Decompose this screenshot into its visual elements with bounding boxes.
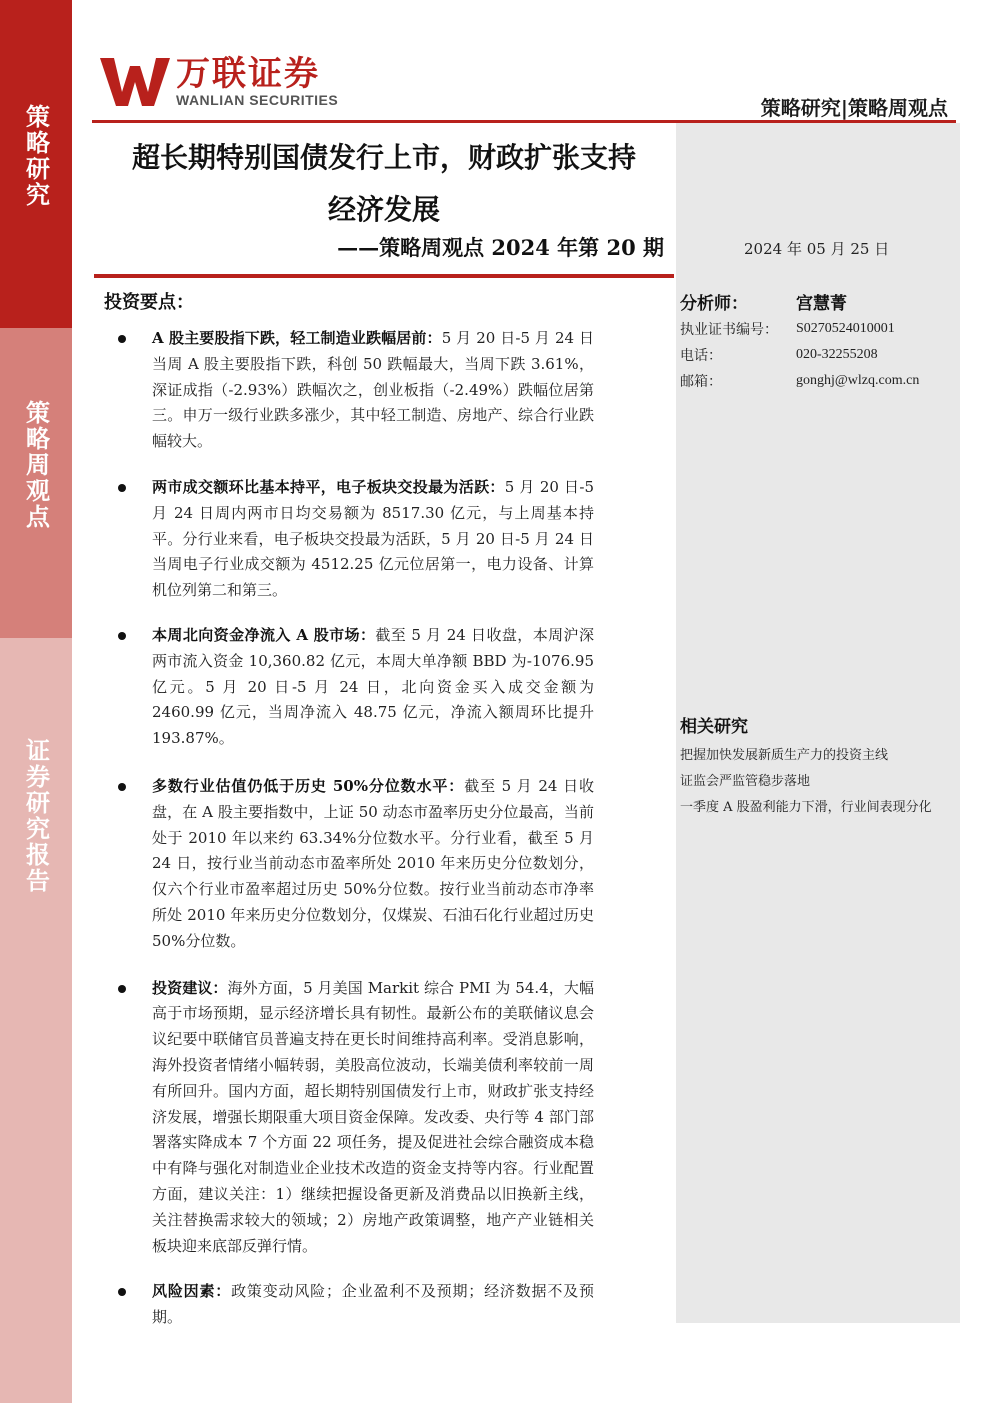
related-research-link[interactable]: 一季度 A 股盈利能力下滑，行业间表现分化	[680, 800, 932, 815]
side-band-label: 策略周观点	[21, 400, 50, 530]
analyst-name: 宫慧菁	[796, 293, 847, 314]
page-subtitle: ——策略周观点 2024 年第 20 期	[337, 235, 664, 260]
email-label: 邮箱：	[680, 374, 722, 390]
key-point-text: 截至 5 月 24 日收盘，本周沪深两市流入资金 10,360.82 亿元，本周大单净额 BBD 为-1076.95 亿元。5 月 20 日-5 月 24 日，北向资金买入成交金额为 2460.99 亿元，当周净流入 48.75 亿元，净流入额周环比提升 193.87%。	[152, 625, 594, 748]
key-point-item	[112, 774, 594, 955]
title-line-2: 经济发展	[327, 193, 440, 226]
analyst-label: 分析师：	[680, 293, 748, 314]
related-research-heading: 相关研究	[680, 717, 748, 737]
side-band-label: 证券研究报告	[21, 738, 50, 894]
wanlian-w-logo-icon	[100, 56, 170, 108]
key-points-list	[112, 326, 594, 1331]
side-band-securities-report	[0, 638, 72, 1403]
email-address[interactable]: gonghj@wlzq.com.cn	[796, 373, 920, 388]
report-type: 策略研究|策略周观点	[760, 96, 948, 120]
side-band-strategy-research	[0, 0, 72, 328]
phone-label: 电话：	[680, 348, 722, 364]
key-point-title: 风险因素：	[152, 1282, 232, 1301]
phone-number: 020-32255208	[796, 347, 878, 362]
report-date: 2024 年 05 月 25 日	[744, 240, 890, 258]
key-point-text: 政策变动风险；企业盈利不及预期；经济数据不及预期。	[152, 1282, 594, 1327]
related-research-link[interactable]: 证监会严监管稳步落地	[680, 774, 811, 789]
key-point-text: 5 月 20 日-5 月 24 日周内两市日均交易额为 8517.30 亿元，与上周基本持平。分行业来看，电子板块交投最为活跃，5 月 20 日-5 月 24 日当周电子行业成交额为 4512.25 亿元位居第一，电力设备、计算机位列第二和第三。	[152, 477, 594, 600]
key-point-title: 多数行业估值仍低于历史 50%分位数水平：	[152, 776, 465, 795]
analyst-info	[680, 286, 950, 394]
brand-name-en: WANLIAN SECURITIES	[176, 92, 339, 108]
key-point-text: 5 月 20 日-5 月 24 日当周 A 股主要股指下跌，科创 50 跌幅最大，当周下跌 3.61%，深证成指（-2.93%）跌幅次之，创业板指（-2.49%）跌幅位居第三。申万一级行业跌多涨少，其中轻工制造、房地产、综合行业跌幅较大。	[152, 329, 594, 451]
title-divider	[94, 274, 674, 278]
brand-name-cn: 万联证券	[176, 54, 320, 94]
related-research	[680, 712, 960, 821]
key-point-title: 投资建议：	[152, 978, 228, 997]
key-point-item	[112, 475, 594, 604]
key-point-text: 截至 5 月 24 日收盘，在 A 股主要指数中，上证 50 动态市盈率历史分位最高，当前处于 2010 年以来约 63.34%分位数水平。分行业看，截至 5 月 24 日，按行业当前动态市盈率所处 2010 年来历史分位数划分，仅六个行业市盈率超过历史 50%分位数。按行业当前动态市净率所处 2010 年来历史分位数划分，仅煤炭、石油石化行业超过历史 50%分位数。	[152, 776, 594, 950]
company-logo	[100, 56, 338, 108]
cert-label: 执业证书编号：	[680, 322, 778, 338]
key-point-item	[112, 1279, 594, 1331]
key-point-text: 海外方面，5 月美国 Markit 综合 PMI 为 54.4，大幅高于市场预期，显示经济增长具有韧性。最新公布的美联储议息会议纪要中联储官员普遍支持在更长时间维持高利率。受消息影响，海外投资者情绪小幅转弱，美股高位波动，长端美债利率较前一周有所回升。国内方面，超长期特别国债发行上市，财政扩张支持经济发展，增强长期限重大项目资金保障。发改委、央行等 4 部门部署落实降成本 7 个方面 22 项任务，提及促进社会综合融资成本稳中有降与强化对制造业企业技术改造的资金支持等内容。行业配置方面，建议关注：1）继续把握设备更新及消费品以旧换新主线，关注替换需求较大的领域；2）房地产政策调整，地产产业链相关板块迎来底部反弹行情。	[152, 978, 594, 1255]
side-band-label: 策略研究	[21, 104, 50, 208]
key-points-heading: 投资要点：	[104, 292, 194, 313]
key-point-item	[112, 326, 594, 455]
side-band-weekly-view	[0, 328, 72, 638]
related-research-link[interactable]: 把握加快发展新质生产力的投资主线	[680, 748, 889, 763]
side-band	[0, 0, 72, 1403]
key-point-title: 本周北向资金净流入 A 股市场：	[152, 625, 376, 644]
page-title	[96, 132, 672, 236]
key-point-title: A 股主要股指下跌，轻工制造业跌幅居前：	[152, 329, 442, 347]
title-line-1: 超长期特别国债发行上市，财政扩张支持	[131, 141, 636, 174]
key-point-item	[112, 976, 594, 1260]
key-point-title: 两市成交额环比基本持平，电子板块交投最为活跃：	[152, 477, 505, 496]
cert-number: S0270524010001	[796, 321, 895, 336]
key-point-item	[112, 623, 594, 752]
